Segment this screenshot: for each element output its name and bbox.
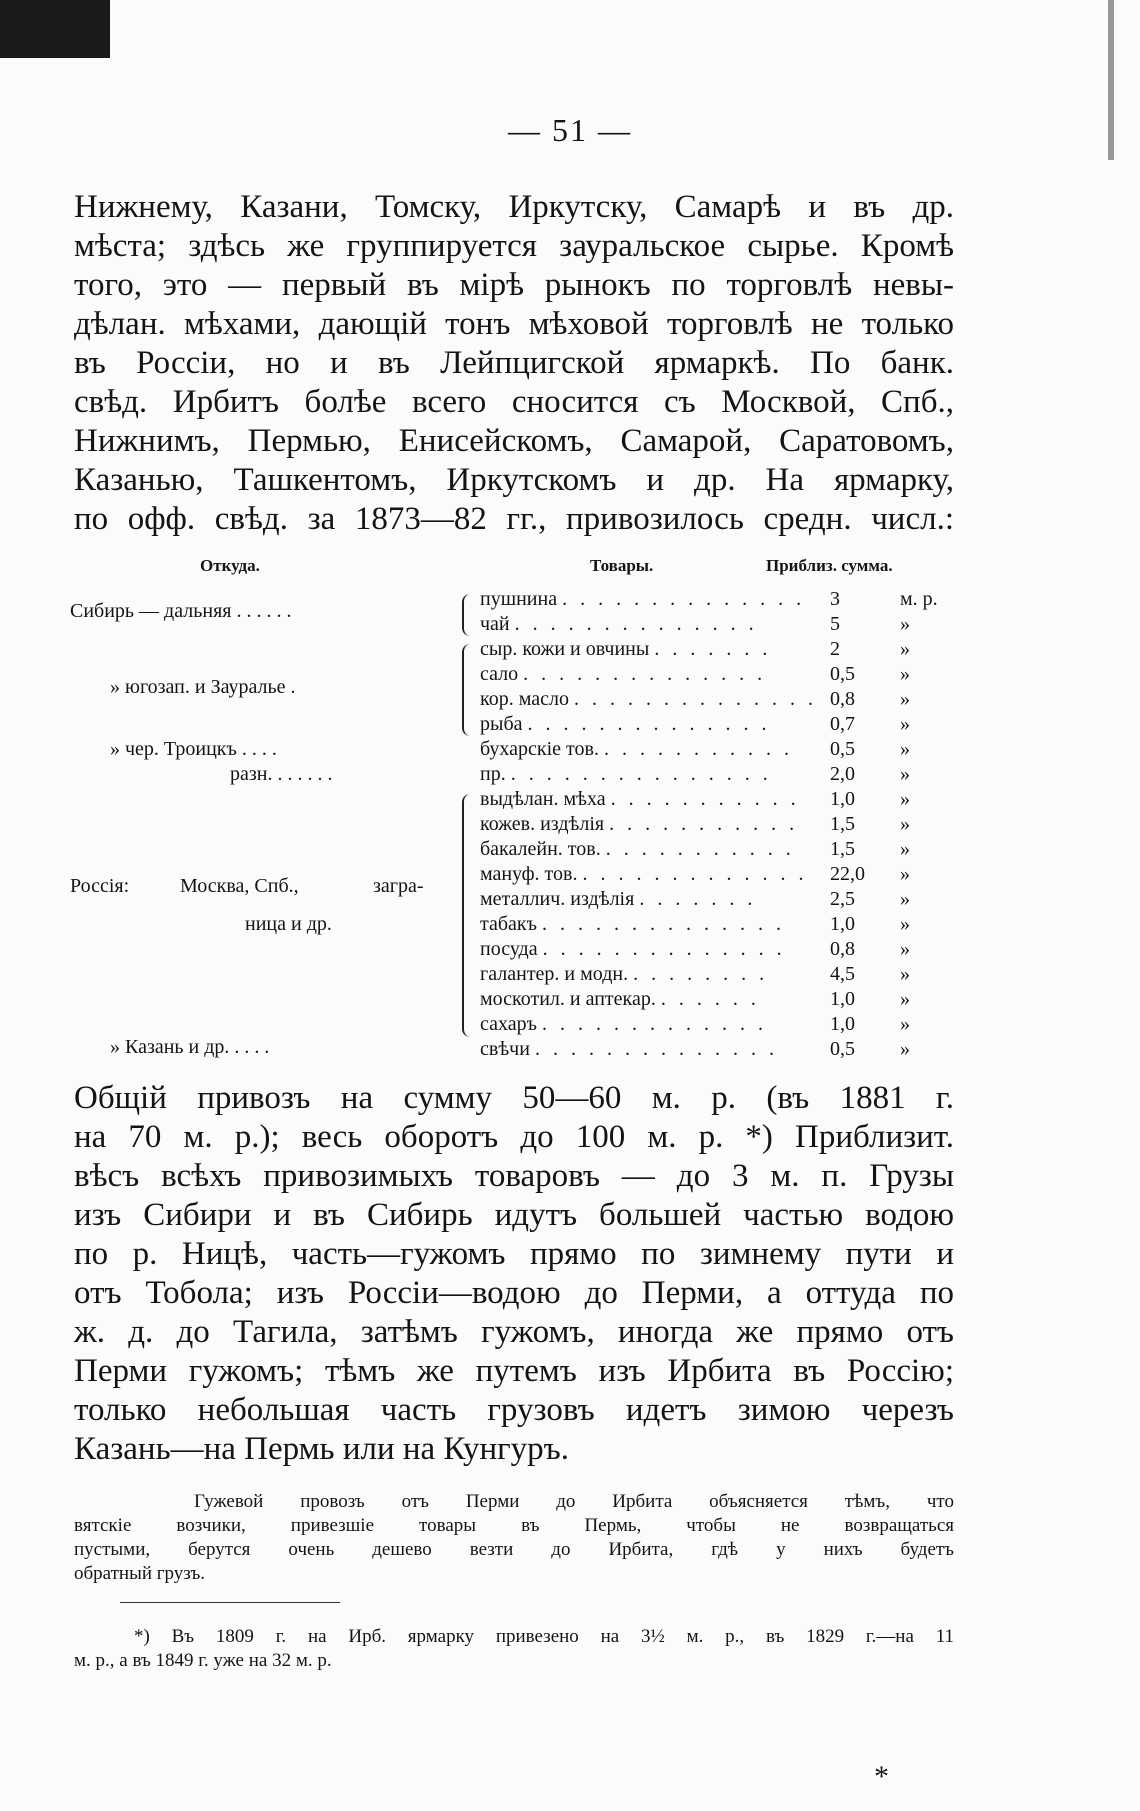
table-row: бакалейн. тов. . . . . . . . . . . . 1,5 » [480, 838, 910, 860]
table-row: сыр. кожи и овчины . . . . . . . 2 » [480, 638, 910, 660]
text-line: Нижнему, Казани, Томску, Иркутску, Самарѣ и въ др. [74, 189, 954, 225]
table-row: москотил. и аптекар. . . . . . . 1,0 » [480, 988, 910, 1010]
text-line: мѣста; здѣсь же группируется зауральское сырье. Кромѣ [74, 228, 954, 264]
text-line: вятскіе возчики, привезшіе товары въ Пермь, чтобы не возвращаться [74, 1515, 954, 1536]
text-line: дѣлан. мѣхами, дающій тонъ мѣховой торговлѣ не только [74, 306, 954, 342]
origin-troitsk: » чер. Троицкъ . . . . [110, 738, 277, 760]
text-line: Гужевой провозъ отъ Перми до Ирбита объясняется тѣмъ, что [194, 1491, 954, 1512]
text-line: Казань—на Пермь или на Кунгуръ. [74, 1431, 569, 1467]
text-line: на 70 м. р.); весь оборотъ до 100 м. р. *) Приблизит. [74, 1119, 954, 1155]
text-line: пустыми, берутся очень дешево везти до Ирбита, гдѣ у нихъ будетъ [74, 1539, 954, 1560]
text-line: м. р., а въ 1849 г. уже на 32 м. р. [74, 1650, 332, 1671]
table-row: пушнина . . . . . . . . . . . . . . 3 м. р. [480, 588, 938, 610]
text-line: по р. Ницѣ, часть—гужомъ прямо по зимнему пути и [74, 1236, 954, 1272]
origin-southwest: » югозап. и Зауралье . [110, 676, 296, 698]
origin-various: разн. . . . . . . [230, 763, 333, 785]
table-row: посуда . . . . . . . . . . . . . . 0,8 » [480, 938, 910, 960]
origin-abroad-cont: ница и др. [245, 913, 332, 935]
table-header-from: Откуда. [200, 556, 260, 575]
table-row: выдѣлан. мѣха . . . . . . . . . . . 1,0 » [480, 788, 910, 810]
origin-siberia: Сибирь — дальняя . . . . . . [70, 600, 292, 622]
text-line: въ Россіи, но и въ Лейпцигской ярмаркѣ. По банк. [74, 345, 954, 381]
table-row: бухарскіе тов. . . . . . . . . . . . 0,5 » [480, 738, 910, 760]
text-line: изъ Сибири и въ Сибирь идутъ большей частью водою [74, 1197, 954, 1233]
text-line: того, это — первый въ мірѣ рынокъ по торговлѣ невы- [74, 267, 954, 303]
table-row: свѣчи . . . . . . . . . . . . . . 0,5 » [480, 1038, 910, 1060]
footnote [74, 1625, 954, 1673]
text-line: *) Въ 1809 г. на Ирб. ярмарку привезено на 3½ м. р., въ 1829 г.—на 11 [134, 1626, 954, 1647]
table-header-sum: Приблиз. сумма. [766, 556, 893, 575]
table-row: кожев. издѣлія . . . . . . . . . . . 1,5 » [480, 813, 910, 835]
table-row: мануф. тов. . . . . . . . . . . . . . 22,0 » [480, 863, 910, 885]
table-row: кор. масло . . . . . . . . . . . . . . 0,8 » [480, 688, 910, 710]
table-row: чай . . . . . . . . . . . . . . 5 » [480, 613, 910, 635]
table-row: табакъ . . . . . . . . . . . . . . 1,0 » [480, 913, 910, 935]
origin-russia: Россія: [70, 875, 130, 897]
scan-artifact [0, 0, 110, 58]
text-line: Общій привозъ на сумму 50—60 м. р. (въ 1881 г. [74, 1080, 954, 1116]
text-line: только небольшая часть грузовъ идетъ зимою черезъ [74, 1392, 954, 1428]
table-row: сахаръ . . . . . . . . . . . . . 1,0 » [480, 1013, 910, 1035]
footnote-rule [120, 1602, 340, 1603]
small-note [74, 1490, 954, 1586]
table-row: пр. . . . . . . . . . . . . . . . 2,0 » [480, 763, 910, 785]
paragraph-intro [74, 188, 954, 539]
text-line: отъ Тобола; изъ Россіи—водою до Перми, а оттуда по [74, 1275, 954, 1311]
table-row: металлич. издѣлія . . . . . . . 2,5 » [480, 888, 910, 910]
origin-moscow: Москва, Спб., [180, 875, 299, 897]
table-row: галантер. и модн. . . . . . . . . 4,5 » [480, 963, 910, 985]
text-line: обратный грузъ. [74, 1563, 206, 1584]
text-line: Нижнимъ, Пермью, Енисейскомъ, Самарой, Саратовомъ, [74, 423, 954, 459]
table-row: рыба . . . . . . . . . . . . . . 0,7 » [480, 713, 910, 735]
text-line: вѣсъ всѣхъ привозимыхъ товаровъ — до 3 м. п. Грузы [74, 1158, 954, 1194]
table-row: сало . . . . . . . . . . . . . . 0,5 » [480, 663, 910, 685]
page-number: — 51 — [508, 112, 632, 148]
text-line: свѣд. Ирбитъ болѣе всего сносится съ Москвой, Спб., [74, 384, 954, 420]
signature-star: * [874, 1760, 889, 1793]
text-line: Перми гужомъ; тѣмъ же путемъ изъ Ирбита въ Россію; [74, 1353, 954, 1389]
origin-abroad: загра- [373, 875, 424, 897]
table-header-goods: Товары. [590, 556, 654, 575]
paragraph-summary [74, 1079, 954, 1469]
text-line: по офф. свѣд. за 1873—82 гг., привозилось средн. числ.: [74, 501, 954, 537]
text-line: Казанью, Ташкентомъ, Иркутскомъ и др. На ярмарку, [74, 462, 954, 498]
text-line: ж. д. до Тагила, затѣмъ гужомъ, иногда же прямо отъ [74, 1314, 954, 1350]
origin-kazan: » Казань и др. . . . . [110, 1036, 270, 1058]
